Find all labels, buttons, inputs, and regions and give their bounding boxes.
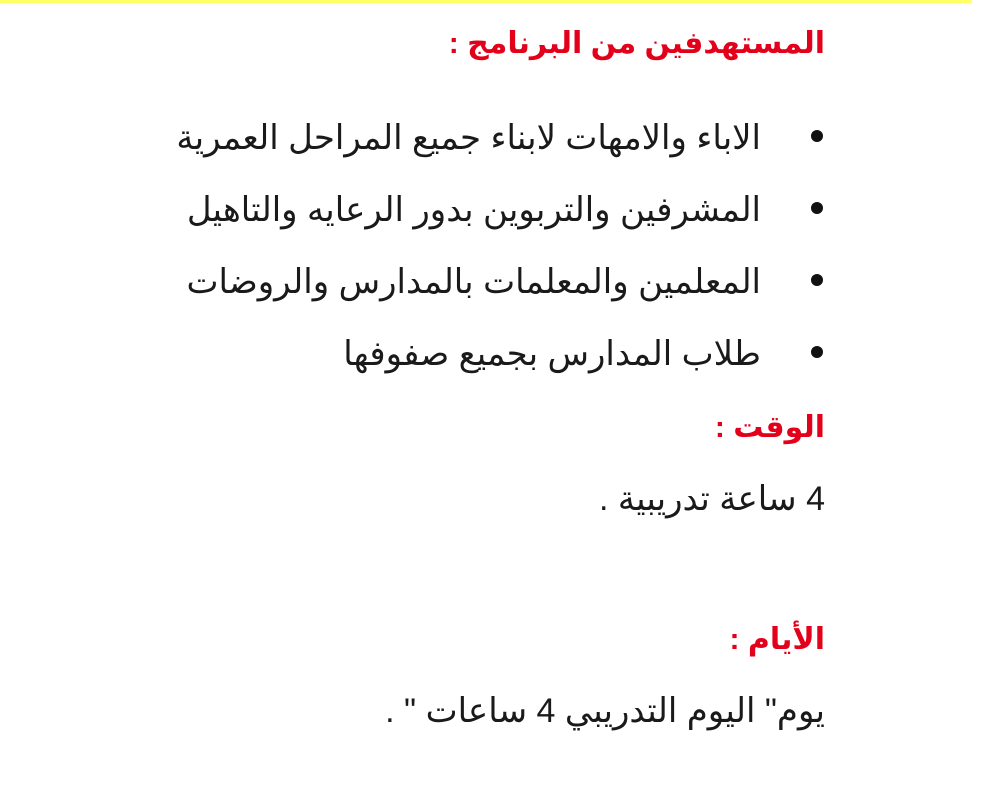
- audience-heading: المستهدفين من البرنامج :: [448, 27, 825, 60]
- list-item: [176, 187, 825, 259]
- list-item-text: الاباء والامهات لابناء جميع المراحل العمرية: [176, 119, 761, 157]
- list-item: [176, 331, 825, 403]
- bullet-icon: [811, 202, 823, 214]
- top-divider: [0, 0, 972, 3]
- list-item-text: المشرفين والتربوين بدور الرعايه والتاهيل: [186, 191, 761, 229]
- bullet-icon: [811, 346, 823, 358]
- list-item: [176, 259, 825, 331]
- list-item: [176, 115, 825, 187]
- days-heading: الأيام :: [729, 623, 825, 656]
- bullet-icon: [811, 274, 823, 286]
- time-text: 4 ساعة تدريبية .: [598, 480, 825, 518]
- days-text: يوم" اليوم التدريبي 4 ساعات " .: [385, 692, 825, 730]
- list-item-text: المعلمين والمعلمات بالمدارس والروضات: [186, 263, 761, 301]
- audience-list: [176, 115, 825, 403]
- bullet-icon: [811, 130, 823, 142]
- list-item-text: طلاب المدارس بجميع صفوفها: [343, 335, 761, 373]
- time-heading: الوقت :: [714, 411, 825, 444]
